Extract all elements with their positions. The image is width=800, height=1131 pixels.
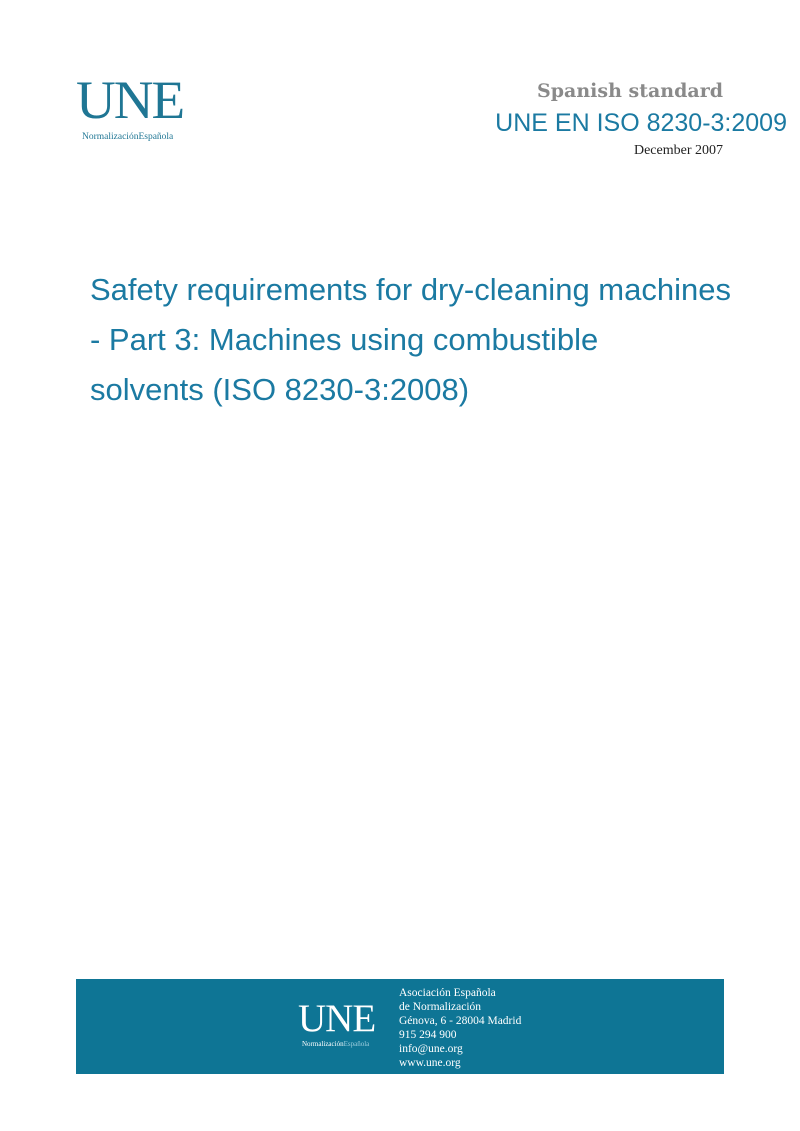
standard-type: Spanish standard <box>537 80 723 102</box>
footer-logo-wordmark: UNE <box>298 997 376 1040</box>
footer-logo-tagline <box>302 1040 369 1049</box>
title-line-3: solvents (ISO 8230-3:2008) <box>90 372 470 407</box>
une-logo-tagline <box>82 131 173 143</box>
logo-tagline-part1: Normalización <box>82 132 139 142</box>
footer-org-line-2: de Normalización <box>399 1001 482 1013</box>
footer-website-link[interactable]: www.une.org <box>399 1057 461 1069</box>
footer-band <box>76 979 724 1074</box>
une-logo-wordmark: UNE <box>76 70 184 130</box>
title-line-2: - Part 3: Machines using combustible <box>90 322 599 357</box>
document-title <box>90 265 780 415</box>
footer-address: Génova, 6 - 28004 Madrid <box>399 1015 522 1027</box>
footer-email-link[interactable]: info@une.org <box>399 1043 463 1055</box>
footer-une-logo <box>298 999 388 1055</box>
title-line-1: Safety requirements for dry-cleaning machines <box>90 272 731 307</box>
standard-code: UNE EN ISO 8230-3:2009 <box>495 109 787 137</box>
footer-org-line-1: Asociación Española <box>399 987 496 999</box>
footer-logo-tagline-part2: Española <box>343 1040 370 1048</box>
footer-contact-info <box>399 986 521 1070</box>
footer-logo-tagline-part1: Normalización <box>302 1040 344 1048</box>
une-logo <box>76 70 226 145</box>
standard-date: December 2007 <box>633 143 723 158</box>
standard-header <box>495 78 787 158</box>
footer-phone: 915 294 900 <box>399 1029 457 1041</box>
logo-tagline-part2: Española <box>138 132 174 142</box>
